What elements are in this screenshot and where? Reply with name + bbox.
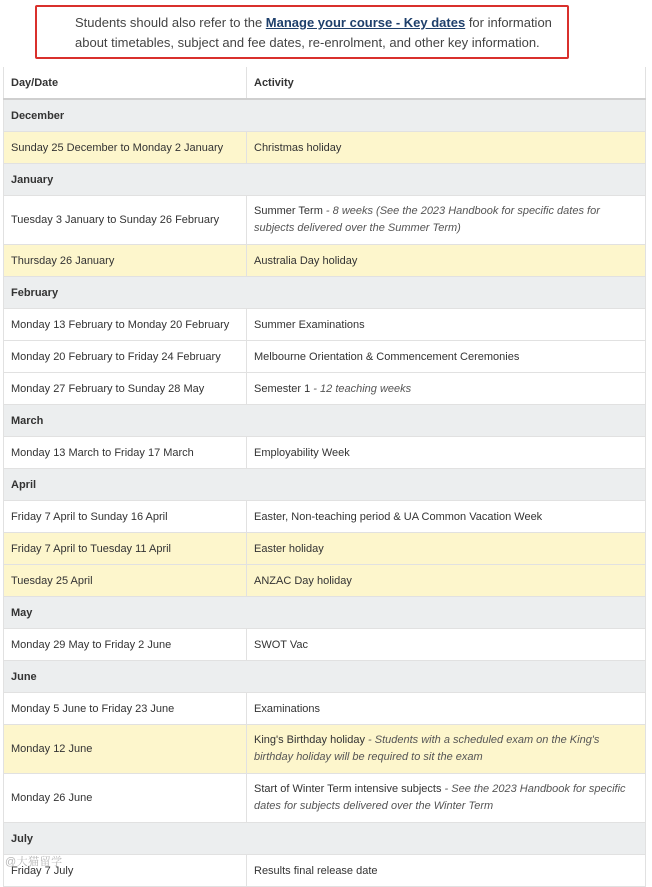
month-row-march (4, 405, 646, 437)
activity-text: Summer Examinations (254, 318, 365, 331)
activity-cell (247, 196, 646, 245)
activity-cell (247, 725, 646, 774)
activity-cell (247, 855, 646, 887)
activity-note: - Students with a scheduled exam on the King's birthday holiday will be required to sit the exam (254, 734, 600, 763)
academic-calendar-table (3, 67, 646, 887)
activity-text: Summer Term (254, 205, 323, 217)
month-label: December (4, 99, 646, 132)
activity-cell (247, 341, 646, 373)
activity-cell (247, 501, 646, 533)
date-cell: Monday 5 June to Friday 23 June (4, 693, 247, 725)
activity-text: Christmas holiday (254, 141, 342, 154)
activity-cell (247, 629, 646, 661)
table-row (4, 341, 646, 373)
table-row (4, 855, 646, 887)
activity-text: Australia Day holiday (254, 254, 358, 267)
month-label: July (4, 823, 646, 855)
date-cell: Sunday 25 December to Monday 2 January (4, 132, 247, 164)
month-label: May (4, 597, 646, 629)
watermark: @大猫留学 (5, 856, 63, 868)
date-cell: Monday 13 March to Friday 17 March (4, 437, 247, 469)
activity-text: Employability Week (254, 446, 350, 459)
date-cell: Tuesday 3 January to Sunday 26 February (4, 196, 247, 245)
activity-text: ANZAC Day holiday (254, 574, 352, 587)
month-label: February (4, 277, 646, 309)
activity-text: Easter, Non-teaching period & UA Common Vacation Week (254, 510, 543, 523)
table-row (4, 629, 646, 661)
date-cell: Friday 7 April to Sunday 16 April (4, 501, 247, 533)
table-row (4, 373, 646, 405)
activity-cell (247, 309, 646, 341)
table-row (4, 501, 646, 533)
activity-cell (247, 774, 646, 823)
table-header-row (4, 67, 646, 99)
date-cell: Monday 27 February to Sunday 28 May (4, 373, 247, 405)
table-row (4, 309, 646, 341)
month-row-may (4, 597, 646, 629)
activity-note: - See the 2023 Handbook for specific dates for subjects delivered over the Winter Term (254, 783, 626, 812)
key-dates-notice (35, 5, 569, 59)
date-cell: Tuesday 25 April (4, 565, 247, 597)
month-label: January (4, 164, 646, 196)
notice-text-before: Students should also refer to the (75, 15, 266, 30)
activity-cell (247, 437, 646, 469)
month-row-april (4, 469, 646, 501)
activity-cell (247, 373, 646, 405)
month-row-december (4, 99, 646, 132)
month-label: March (4, 405, 646, 437)
activity-text: SWOT Vac (254, 638, 308, 651)
date-cell: Friday 7 April to Tuesday 11 April (4, 533, 247, 565)
month-row-january (4, 164, 646, 196)
table-row (4, 245, 646, 277)
date-cell: Monday 20 February to Friday 24 February (4, 341, 247, 373)
activity-text: Semester 1 (254, 382, 311, 395)
table-row (4, 132, 646, 164)
header-day-date: Day/Date (4, 67, 247, 99)
table-row (4, 196, 646, 245)
date-cell: Monday 12 June (4, 725, 247, 774)
month-row-february (4, 277, 646, 309)
header-activity: Activity (247, 67, 646, 99)
table-row (4, 693, 646, 725)
table-row (4, 533, 646, 565)
notice-text-after: for information about timetables, subject and fee dates, re-enrolment, and other key information. (75, 15, 552, 50)
activity-cell (247, 132, 646, 164)
month-row-june (4, 661, 646, 693)
month-label: June (4, 661, 646, 693)
table-row (4, 774, 646, 823)
date-cell: Thursday 26 January (4, 245, 247, 277)
date-cell: Monday 13 February to Monday 20 February (4, 309, 247, 341)
date-cell: Monday 29 May to Friday 2 June (4, 629, 247, 661)
activity-text: Examinations (254, 702, 321, 715)
month-row-july (4, 823, 646, 855)
date-cell: Friday 7 July (4, 855, 247, 887)
month-label: April (4, 469, 646, 501)
activity-cell (247, 533, 646, 565)
activity-note: - 8 weeks (See the 2023 Handbook for specific dates for subjects delivered over the Summer Term) (254, 205, 600, 234)
table-row (4, 565, 646, 597)
date-cell: Monday 26 June (4, 774, 247, 823)
activity-note: - 12 teaching weeks (310, 382, 412, 395)
activity-cell (247, 693, 646, 725)
activity-text: Melbourne Orientation & Commencement Ceremonies (254, 350, 520, 363)
activity-text: Start of Winter Term intensive subjects (254, 783, 442, 795)
activity-cell (247, 245, 646, 277)
activity-text: Easter holiday (254, 542, 324, 555)
table-row (4, 725, 646, 774)
activity-text: King's Birthday holiday (254, 734, 365, 746)
activity-cell (247, 565, 646, 597)
table-row (4, 437, 646, 469)
key-dates-link[interactable]: Manage your course - Key dates (265, 15, 466, 30)
activity-text: Results final release date (254, 864, 378, 877)
